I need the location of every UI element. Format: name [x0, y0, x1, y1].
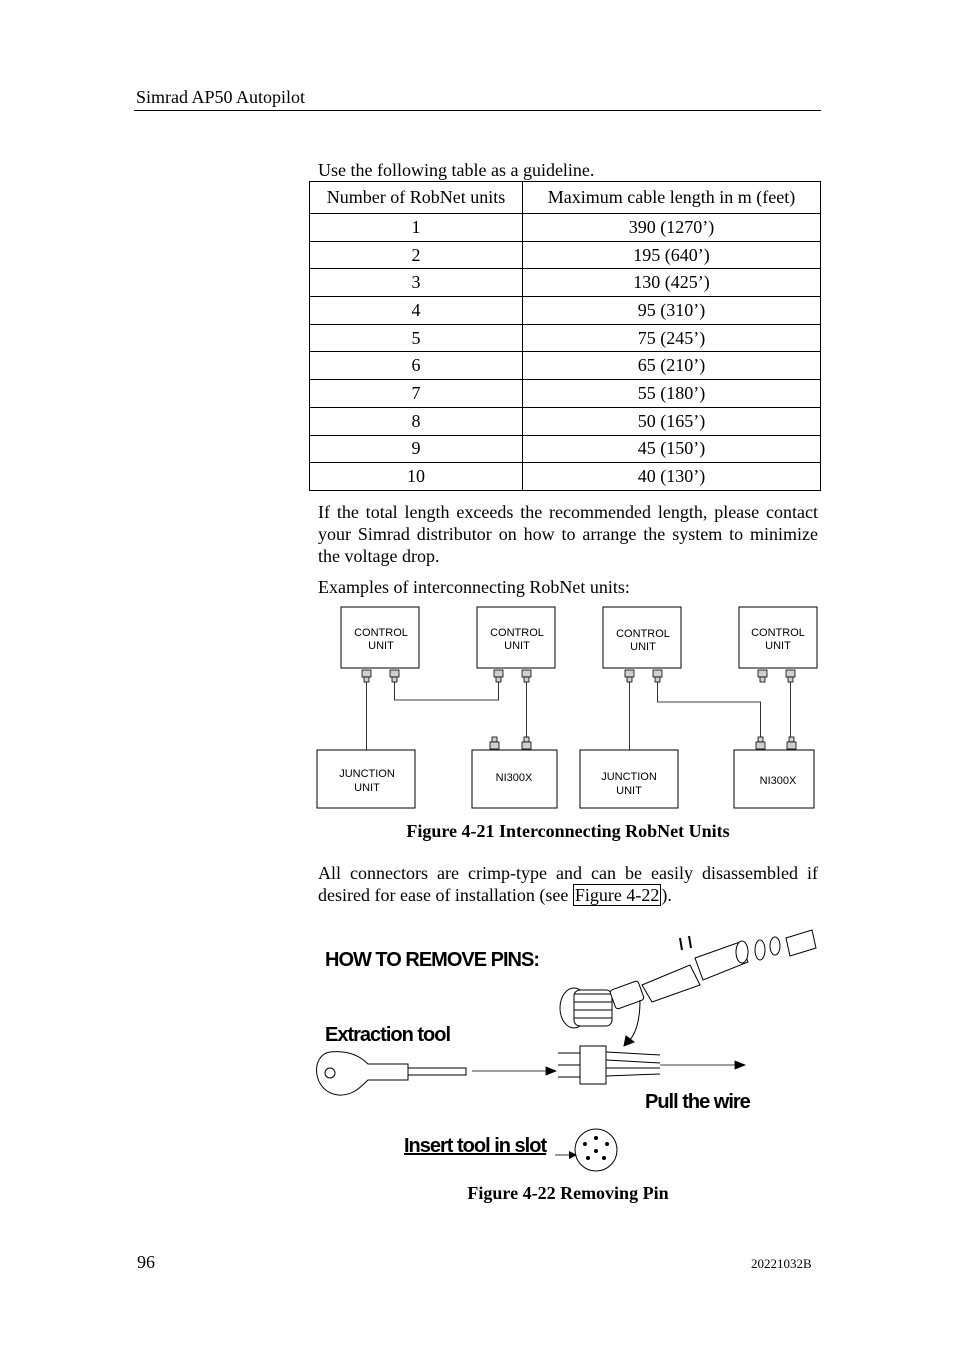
length-cell: 55 (180’) [523, 380, 821, 408]
length-cell: 45 (150’) [523, 435, 821, 463]
arrow-icon [472, 1067, 556, 1075]
length-cell: 95 (310’) [523, 297, 821, 325]
connectors-paragraph [318, 862, 818, 906]
length-cell: 50 (165’) [523, 407, 821, 435]
table-row [310, 435, 821, 463]
column-header-length: Maximum cable length in m (feet) [523, 182, 821, 214]
figure-4-22-link[interactable]: Figure 4-22 [574, 885, 660, 905]
length-cell: 65 (210’) [523, 352, 821, 380]
units-cell: 6 [310, 352, 523, 380]
column-header-units: Number of RobNet units [310, 182, 523, 214]
control-unit-label: UNIT [630, 641, 656, 653]
header-rule [134, 110, 821, 111]
table-row [310, 407, 821, 435]
units-cell: 7 [310, 380, 523, 408]
connectors-text-end: ). [661, 885, 672, 905]
pull-the-wire-label: Pull the wire [645, 1091, 750, 1113]
cable-lines [367, 682, 791, 750]
extraction-tool-label: Extraction tool [325, 1024, 451, 1046]
ni300x-label: NI300X [759, 775, 797, 787]
connectors-text: All connectors are crimp-type and can be easily disassembled if desired for ease of installation (see [318, 863, 818, 905]
control-unit-label: UNIT [504, 640, 530, 652]
units-cell: 4 [310, 297, 523, 325]
units-cell: 5 [310, 324, 523, 352]
units-cell: 2 [310, 241, 523, 269]
figure-4-22-caption: Figure 4-22 Removing Pin [467, 1183, 669, 1203]
table-row [310, 463, 821, 491]
control-unit-label: CONTROL [751, 627, 805, 639]
junction-unit-label: UNIT [616, 785, 642, 797]
table-row [310, 324, 821, 352]
page-number: 96 [137, 1252, 155, 1272]
extraction-tool-icon [317, 1052, 466, 1095]
control-unit-label: UNIT [368, 640, 394, 652]
examples-paragraph: Examples of interconnecting RobNet units: [318, 577, 630, 597]
running-header: Simrad AP50 Autopilot [136, 87, 306, 107]
removing-pin-illustration [310, 925, 830, 1175]
junction-unit-label: UNIT [354, 782, 380, 794]
units-cell: 10 [310, 463, 523, 491]
ni300x-label: NI300X [495, 772, 533, 784]
junction-unit-label: JUNCTION [601, 771, 657, 783]
connector-assembly-icon [560, 930, 816, 1046]
units-cell: 8 [310, 407, 523, 435]
length-cell: 390 (1270’) [523, 214, 821, 242]
table-row [310, 269, 821, 297]
document-number: 20221032B [751, 1256, 812, 1271]
table-row [310, 380, 821, 408]
table-intro: Use the following table as a guideline. [318, 160, 595, 180]
length-cell: 40 (130’) [523, 463, 821, 491]
control-unit-label: UNIT [765, 640, 791, 652]
robnet-diagram [310, 600, 830, 815]
units-cell: 1 [310, 214, 523, 242]
table-row [310, 352, 821, 380]
junction-unit-label: JUNCTION [339, 768, 395, 780]
table-row [310, 297, 821, 325]
pin-contact-icon [558, 1046, 660, 1084]
pull-arrow-icon [660, 1061, 745, 1069]
length-cell: 75 (245’) [523, 324, 821, 352]
units-cell: 9 [310, 435, 523, 463]
insert-tool-label: Insert tool in slot [404, 1135, 547, 1157]
how-to-remove-pins-title: HOW TO REMOVE PINS: [325, 949, 539, 971]
connector-group [362, 670, 796, 749]
units-cell: 3 [310, 269, 523, 297]
control-unit-label: CONTROL [616, 628, 670, 640]
socket-face-icon [555, 1129, 617, 1171]
table-row [310, 214, 821, 242]
table-row [310, 241, 821, 269]
control-unit-label: CONTROL [354, 627, 408, 639]
length-cell: 130 (425’) [523, 269, 821, 297]
figure-4-21-caption: Figure 4-21 Interconnecting RobNet Units [406, 821, 730, 841]
exceeds-paragraph: If the total length exceeds the recommended length, please contact your Simrad distributor on how to arrange the system to minimize the voltage drop. [318, 502, 818, 566]
length-cell: 195 (640’) [523, 241, 821, 269]
control-unit-label: CONTROL [490, 627, 544, 639]
cable-length-table [309, 181, 821, 491]
